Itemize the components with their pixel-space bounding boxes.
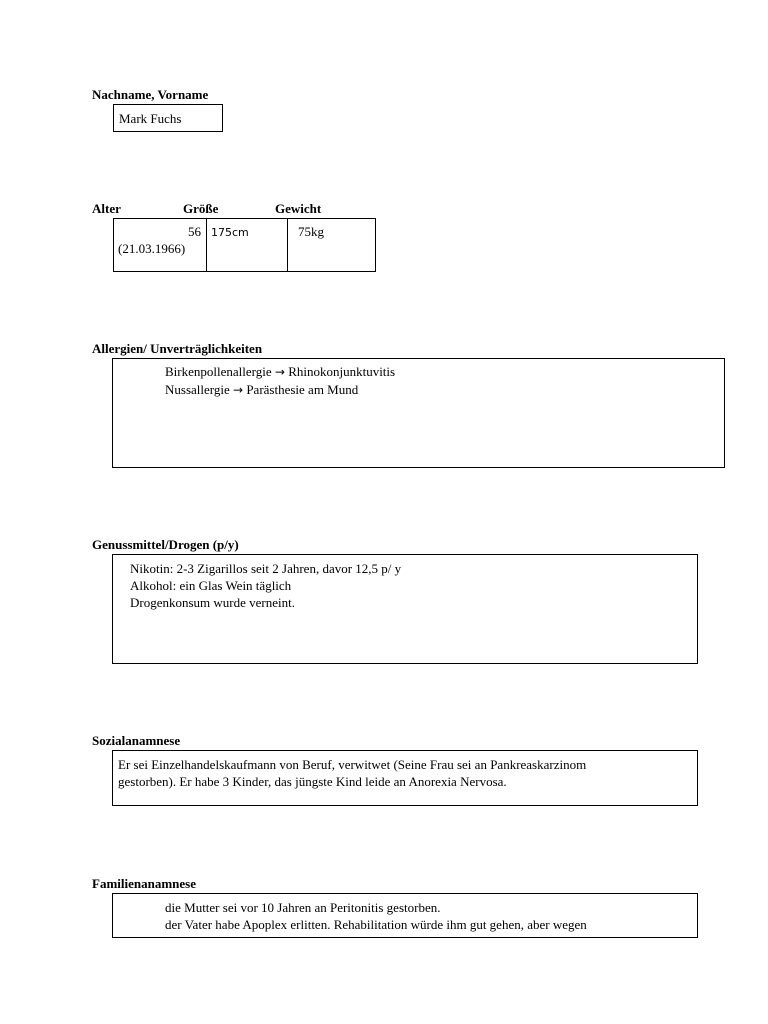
- measures-divider: [287, 219, 288, 271]
- weight-value: 75kg: [298, 224, 324, 239]
- social-history-line: gestorben). Er habe 3 Kinder, das jüngste Kind leide an Anorexia Nervosa.: [118, 774, 507, 789]
- name-field[interactable]: [113, 104, 223, 132]
- arrow-right-icon: →: [233, 383, 244, 397]
- allergy-item: Nussallergie → Parästhesie am Mund: [165, 382, 359, 397]
- age-label: Alter: [92, 201, 121, 216]
- substances-label: Genussmittel/Drogen (p/y): [92, 537, 239, 552]
- family-history-line: der Vater habe Apoplex erlitten. Rehabilitation würde ihm gut gehen, aber wegen: [165, 917, 587, 932]
- measures-table: [113, 218, 376, 272]
- social-history-line: Er sei Einzelhandelskaufmann von Beruf, verwitwet (Seine Frau sei an Pankreaskarzinom: [118, 757, 587, 772]
- name-value: Mark Fuchs: [119, 111, 182, 126]
- family-history-line: die Mutter sei vor 10 Jahren an Peritonitis gestorben.: [165, 900, 441, 915]
- social-history-field[interactable]: [112, 750, 698, 806]
- substances-line: Alkohol: ein Glas Wein täglich: [130, 578, 292, 593]
- substances-field[interactable]: [112, 554, 698, 664]
- measures-divider: [206, 219, 207, 271]
- substances-line: Nikotin: 2-3 Zigarillos seit 2 Jahren, davor 12,5 p/ y: [130, 561, 402, 576]
- height-value: 175cm: [211, 226, 249, 239]
- social-history-label: Sozialanamnese: [92, 733, 181, 748]
- name-label: Nachname, Vorname: [92, 87, 209, 102]
- substances-line: Drogenkonsum wurde verneint.: [130, 595, 295, 610]
- height-cell[interactable]: [211, 224, 249, 241]
- family-history-field[interactable]: [112, 893, 698, 938]
- birth-date: (21.03.1966): [118, 241, 186, 256]
- height-label: Größe: [183, 201, 219, 216]
- allergy-item: Birkenpollenallergie → Rhinokonjunktuvitis: [165, 364, 396, 379]
- weight-cell[interactable]: [298, 223, 324, 240]
- allergies-label: Allergien/ Unverträglichkeiten: [92, 341, 263, 356]
- allergies-field[interactable]: [112, 358, 725, 468]
- family-history-label: Familienanamnese: [92, 876, 196, 891]
- age-cell[interactable]: [114, 223, 206, 257]
- arrow-right-icon: →: [274, 365, 285, 379]
- age-value: 56: [188, 224, 201, 239]
- weight-label: Gewicht: [275, 201, 322, 216]
